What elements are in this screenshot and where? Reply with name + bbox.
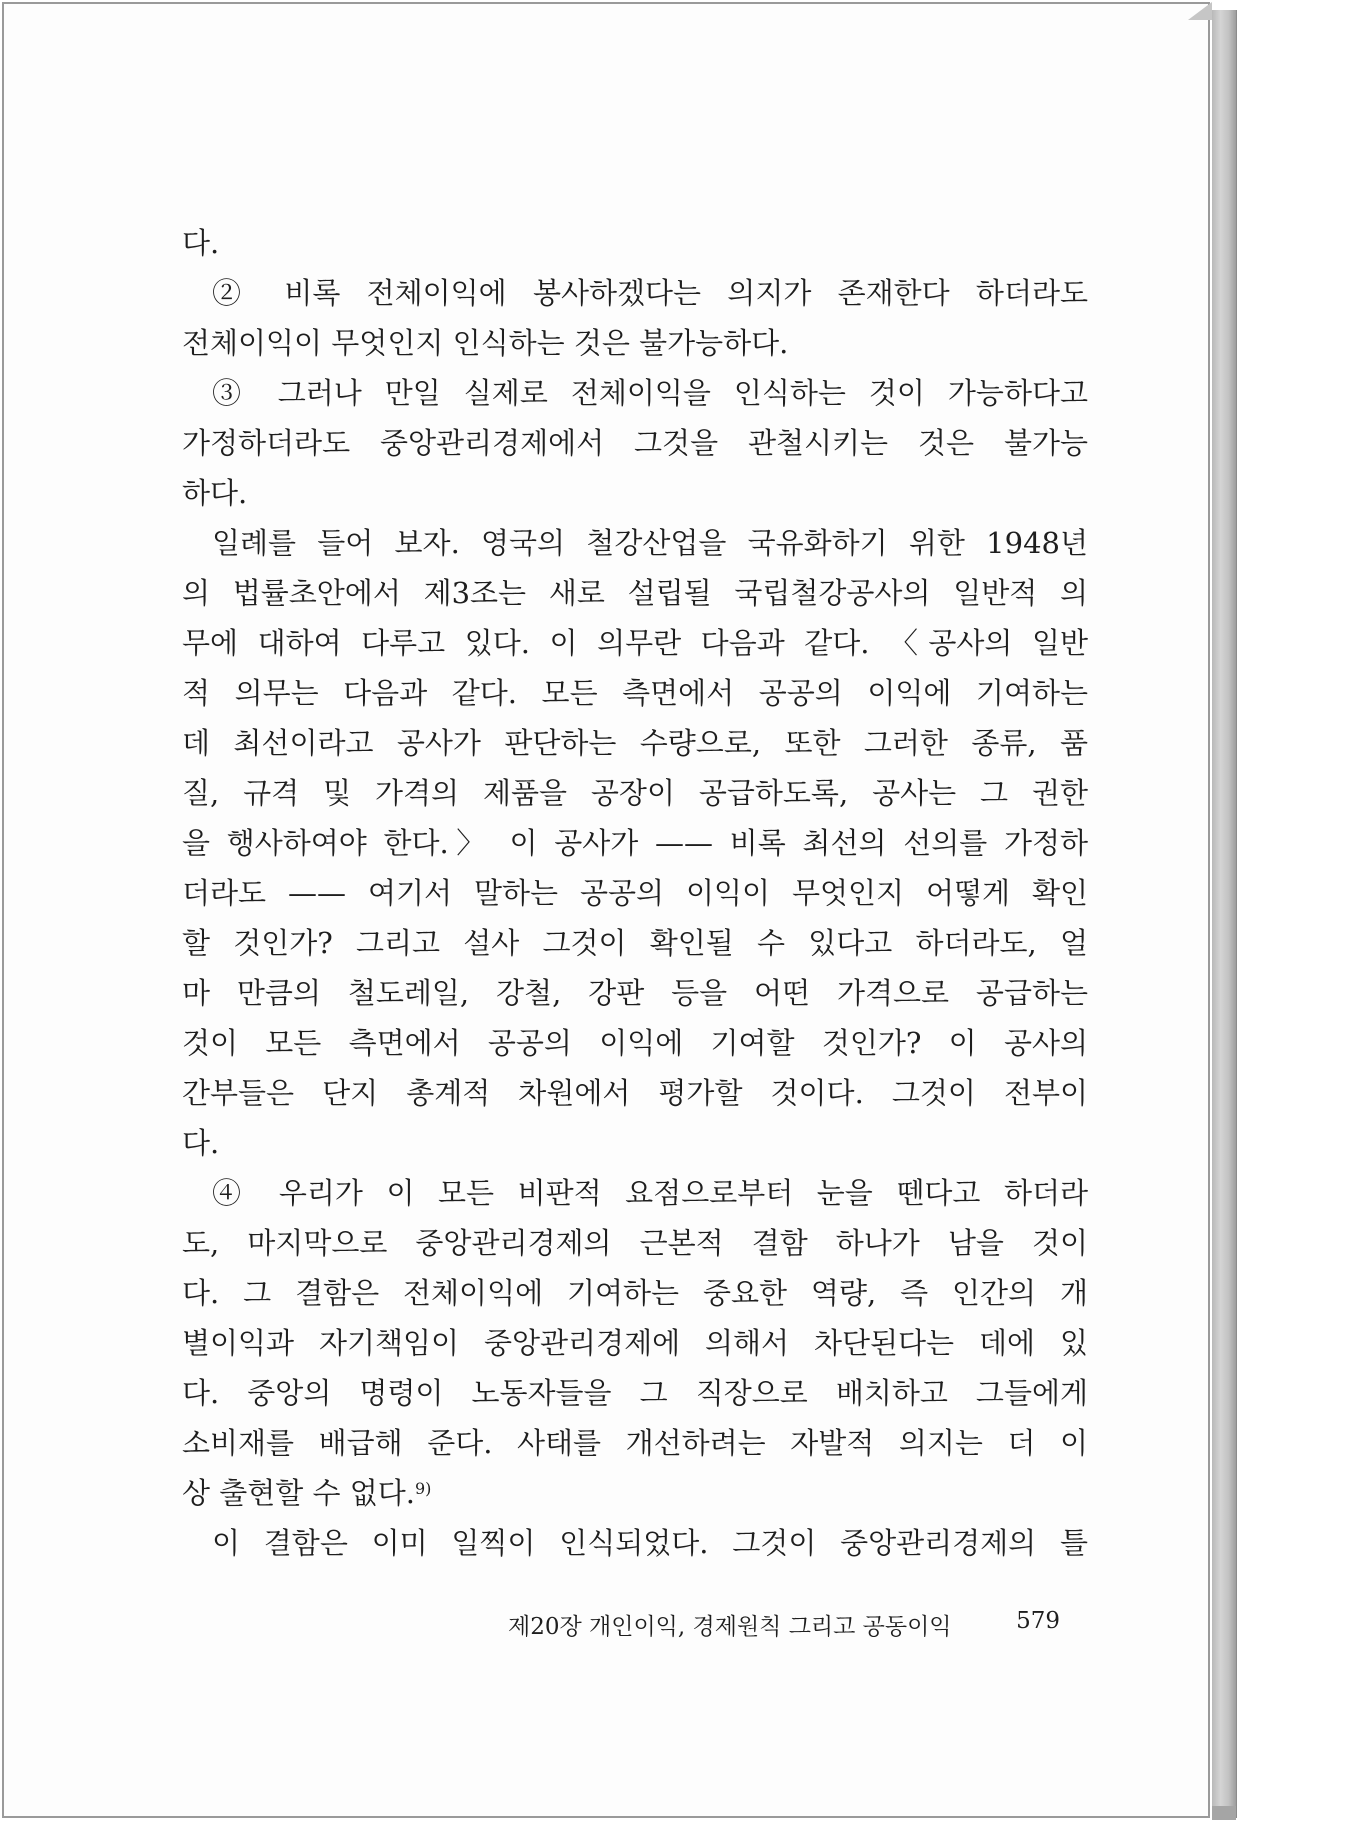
text-line: 별이익과 자기책임이 중앙관리경제에 의해서 차단된다는 데에 있 — [182, 1326, 1088, 1360]
text-line: 전체이익이 무엇인지 인식하는 것은 불가능하다. — [182, 326, 789, 360]
footnote-reference: 9) — [414, 1479, 432, 1498]
text-line: 간부들은 단지 총계적 차원에서 평가할 것이다. 그것이 전부이 — [182, 1076, 1088, 1110]
text-line: 것이 모든 측면에서 공공의 이익에 기여할 것인가? 이 공사의 — [182, 1026, 1088, 1060]
text-line: ④ 우리가 이 모든 비판적 요점으로부터 눈을 뗀다고 하더라 — [212, 1176, 1088, 1210]
text-line: 마 만큼의 철도레일, 강철, 강판 등을 어떤 가격으로 공급하는 — [182, 976, 1088, 1010]
body-text — [182, 218, 1088, 1568]
text-line: 소비재를 배급해 준다. 사태를 개선하려는 자발적 의지는 더 이 — [182, 1426, 1088, 1460]
text-line: 다. — [182, 1126, 220, 1160]
text-line: 더라도 —— 여기서 말하는 공공의 이익이 무엇인지 어떻게 확인 — [182, 876, 1088, 910]
book-page — [2, 2, 1210, 1818]
text-line: 적 의무는 다음과 같다. 모든 측면에서 공공의 이익에 기여하는 — [182, 676, 1088, 710]
text-line: 다. 그 결함은 전체이익에 기여하는 중요한 역량, 즉 인간의 개 — [182, 1276, 1088, 1310]
text-line: 다. — [182, 226, 220, 260]
text-line: 이 결함은 이미 일찍이 인식되었다. 그것이 중앙관리경제의 틀 — [212, 1526, 1088, 1560]
text-line: 의 법률초안에서 제3조는 새로 설립될 국립철강공사의 일반적 의 — [182, 576, 1088, 610]
text-line-with-footnote — [182, 1468, 1088, 1518]
text-line: 도, 마지막으로 중앙관리경제의 근본적 결함 하나가 남을 것이 — [182, 1226, 1088, 1260]
text-line: 무에 대하여 다루고 있다. 이 의무란 다음과 같다. 〈공사의 일반 — [182, 626, 1088, 660]
text-line: 할 것인가? 그리고 설사 그것이 확인될 수 있다고 하더라도, 얼 — [182, 926, 1088, 960]
text-line: 가정하더라도 중앙관리경제에서 그것을 관철시키는 것은 불가능 — [182, 426, 1088, 460]
text-line: 데 최선이라고 공사가 판단하는 수량으로, 또한 그러한 종류, 품 — [182, 726, 1088, 760]
text-line: 하다. — [182, 476, 248, 510]
text-line: ② 비록 전체이익에 봉사하겠다는 의지가 존재한다 하더라도 — [212, 276, 1088, 310]
page-footer — [508, 1608, 1060, 1641]
text-line: 다. 중앙의 명령이 노동자들을 그 직장으로 배치하고 그들에게 — [182, 1376, 1088, 1410]
page-number: 579 — [1016, 1608, 1060, 1634]
text-line: 질, 규격 및 가격의 제품을 공장이 공급하도록, 공사는 그 권한 — [182, 776, 1088, 810]
text-line: 일례를 들어 보자. 영국의 철강산업을 국유화하기 위한 1948년 — [212, 526, 1088, 560]
text-line: 상 출현할 수 없다. — [182, 1476, 415, 1510]
running-title: 제20장 개인이익, 경제원칙 그리고 공동이익 — [508, 1614, 952, 1640]
page-edge-shadow — [1212, 10, 1237, 1818]
text-line: ③ 그러나 만일 실제로 전체이익을 인식하는 것이 가능하다고 — [212, 376, 1088, 410]
text-line: 을 행사하여야 한다.〉 이 공사가 —— 비록 최선의 선의를 가정하 — [182, 826, 1088, 860]
